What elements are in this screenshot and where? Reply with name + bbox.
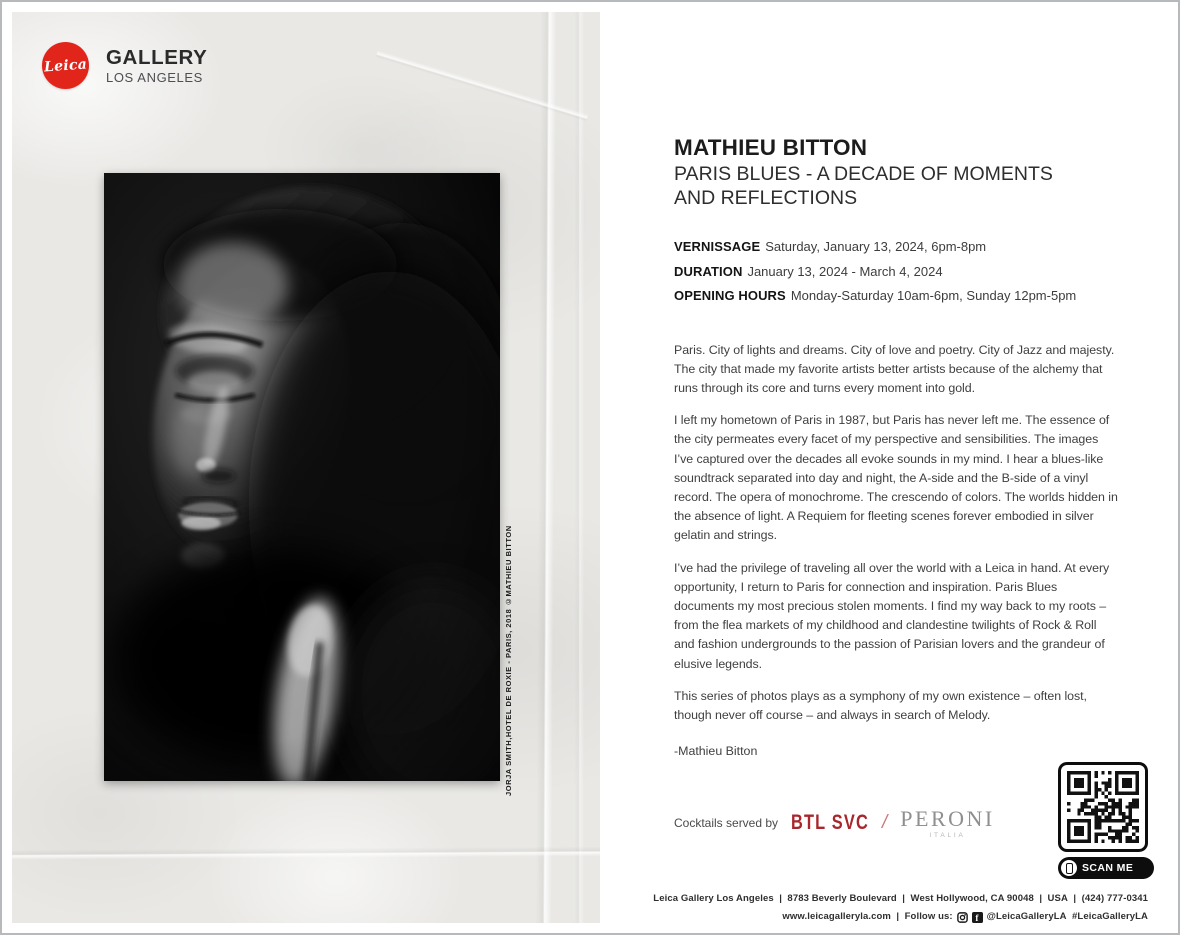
artist-statement	[674, 341, 1120, 759]
btl-svc-logo: BTL SVC	[791, 811, 870, 834]
photo-caption: JORJA SMITH,HOTEL DE ROXIE - PARIS, 2018 ©MATHIEU BITTON	[504, 525, 513, 796]
statement-paragraph: I left my hometown of Paris in 1987, but Paris has never left me. The essence of the city permeates every facet of my perspective and sensibilities. The images I’ve captured over the decades all evoke sounds in my mind. I hear a blues-like soundtrack separated into day and night, the A-side and the B-side of a vinyl record. The opera of monochrome. The crescendo of colors. The worlds hidden in the absence of light. A Requiem for fleeting scenes forever embodied in silver gelatin and strings.	[674, 413, 1118, 543]
qr-block	[1058, 762, 1150, 879]
peroni-wordmark: PERONI	[900, 805, 995, 831]
detail-opening-hours	[674, 284, 1120, 309]
peroni-logo	[900, 805, 995, 839]
footer-social-handles: @LeicaGalleryLA #LeicaGalleryLA	[986, 911, 1148, 922]
qr-modules	[1067, 771, 1139, 843]
detail-vernissage	[674, 235, 1120, 260]
detail-duration	[674, 260, 1120, 285]
artist-signature: -Mathieu Bitton	[674, 744, 758, 759]
footer-website-label: www.leicagalleryla.com | Follow us:	[782, 911, 953, 922]
leica-logo-text: Leica	[43, 56, 88, 75]
artist-name: MATHIEU BITTON	[674, 135, 868, 160]
detail-value: Monday-Saturday 10am-6pm, Sunday 12pm-5pm	[790, 288, 1077, 303]
scan-me-label: SCAN ME	[1082, 862, 1134, 874]
brand-lockup	[42, 42, 207, 89]
sponsors-intro-label: Cocktails served by	[674, 816, 779, 830]
statement-paragraph: I’ve had the privilege of traveling all over the world with a Leica in hand. At every opportunity, I return to Paris for connection and inspiration. Paris Blues documents my most precious stolen moments. I find my way back to my roots – from the flea markets of my childhood and clandestine twilights of Rock & Roll and fashion undergrounds to the passion of Parisian lovers and the grandeur of elusive legends.	[674, 560, 1110, 671]
brand-gallery-label: GALLERY	[106, 45, 208, 69]
sponsors-row	[674, 802, 995, 844]
detail-value: Saturday, January 13, 2024, 6pm-8pm	[765, 239, 987, 254]
phone-icon	[1061, 860, 1077, 876]
footer	[653, 890, 1148, 926]
paper-crease	[376, 50, 589, 122]
svg-text:f: f	[975, 913, 979, 923]
brand-text	[106, 47, 207, 85]
footer-social-line	[653, 908, 1148, 926]
leica-logo	[42, 42, 89, 89]
statement-paragraph: Paris. City of lights and dreams. City of love and poetry. City of Jazz and majesty. The city that made my favorite artists better artists because of the alchemy that runs through its core and turns every moment into gold.	[674, 342, 1115, 395]
facebook-icon	[972, 912, 983, 923]
brand-city-label: LOS ANGELES	[106, 69, 203, 85]
scan-me-pill	[1058, 857, 1154, 879]
exhibition-title-line2: AND REFLECTIONS	[674, 186, 858, 209]
detail-value: January 13, 2024 - March 4, 2024	[747, 263, 943, 279]
sponsor-separator: /	[882, 812, 888, 833]
exhibition-info	[674, 135, 1120, 758]
statement-paragraph: This series of photos plays as a symphony of my own existence – often lost, though never off course – and always in search of Melody.	[674, 688, 1087, 722]
paper-crease	[574, 12, 584, 923]
exhibition-title-line1: PARIS BLUES - A DECADE OF MOMENTS	[674, 163, 1053, 185]
detail-label: OPENING HOURS	[674, 288, 786, 303]
peroni-italia-label: ITALIA	[929, 831, 966, 839]
detail-label: VERNISSAGE	[674, 239, 761, 254]
portrait-artwork	[104, 173, 500, 781]
instagram-icon	[957, 912, 968, 923]
exhibition-title	[674, 163, 1120, 210]
event-details	[674, 235, 1120, 309]
exhibition-photo	[104, 173, 500, 781]
paper-crease	[12, 846, 600, 860]
detail-label: DURATION	[674, 263, 743, 279]
footer-address-line: Leica Gallery Los Angeles | 8783 Beverly Boulevard | West Hollywood, CA 90048 | USA | (424) 777-0341	[653, 893, 1148, 904]
paper-texture-panel	[12, 12, 600, 923]
qr-code	[1058, 762, 1148, 852]
paper-crease	[536, 12, 557, 923]
